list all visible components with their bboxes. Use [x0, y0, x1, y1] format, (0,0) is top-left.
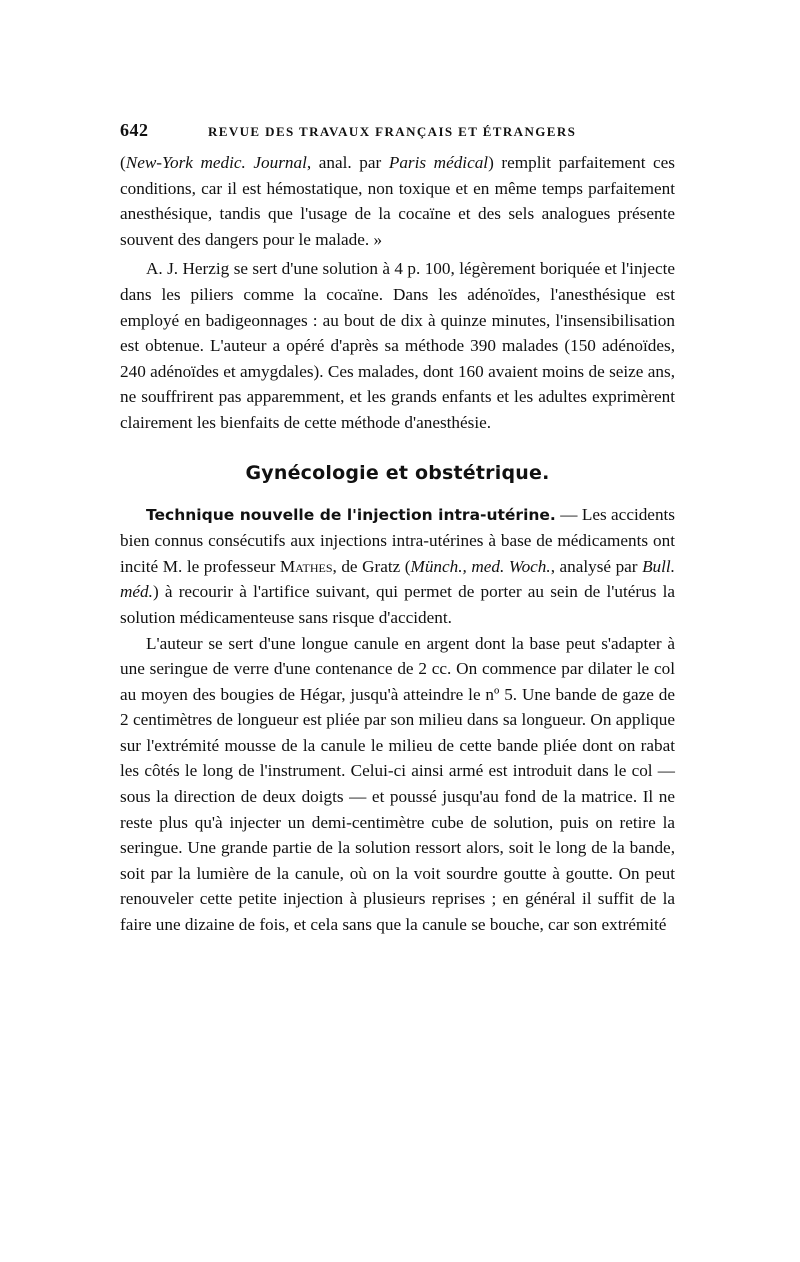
paragraph-technique [120, 502, 675, 631]
paragraph-text: — Les accidents bien connus consécutifs aux injections intra-utérines à base de médicaments ont incité M. le professeur [120, 504, 675, 576]
source-journal: New-York medic. Journal [125, 153, 307, 172]
journal-reference: Münch., med. Woch. [410, 556, 551, 576]
journal-reference: Bull. méd. [120, 556, 676, 602]
paren-open: ( [120, 153, 126, 172]
paragraph-continuation [120, 150, 675, 252]
running-head [120, 120, 675, 146]
paragraph-herzig: A. J. Herzig se sert d'une solution à 4 p. 100, légèrement boriquée et l'injecte dans les piliers comme la cocaïne. Dans les adénoïdes, l'anesthésique est employé en badigeonnages : au bout de dix à quinze minutes, l'insensibilisation est obtenue. L'auteur a opéré d'après sa méthode 390 malades (150 adénoïdes, 240 adénoïdes et amygdales). Ces malades, dont 160 avaient moins de seize ans, ne souffrirent pas apparemment, et les grands enfants et les adultes exprimèrent clairement les bienfaits de cette méthode d'anesthésie. [120, 259, 675, 432]
source-connector: , anal. par [306, 153, 389, 172]
page [120, 120, 675, 938]
page-number: 642 [120, 120, 149, 140]
running-title: REVUE DES TRAVAUX FRANÇAIS ET ÉTRANGERS [208, 124, 577, 139]
section-heading: Gynécologie et obstétrique. [245, 461, 550, 484]
article-title: Technique nouvelle de l'injection intra-utérine. [146, 505, 556, 524]
paragraph-text: ) remplit parfaitement ces conditions, car il est hémostatique, non toxique et en même temps parfaitement anesthésique, tandis que l'usage de la cocaïne et des sels analogues présente souvent des dangers pour le malade. » [120, 153, 675, 249]
author-name: Mathes [279, 556, 333, 576]
source-review: Paris médical [388, 153, 489, 172]
paragraph-text: , de Gratz ( [332, 556, 411, 576]
paragraph-method: L'auteur se sert d'une longue canule en argent dont la base peut s'adapter à une seringue de verre d'une contenance de 2 cc. On commence par dilater le col au moyen des bougies de Hégar, jusqu'à atteindre le nº 5. Une bande de gaze de 2 centimètres de longueur est pliée par son milieu dans sa longueur. On applique sur l'extrémité mousse de la canule le milieu de cette bande pliée dont on rabat les côtés le long de l'instrument. Celui-ci ainsi armé est introduit dans le col — sous la direction de deux doigts — et poussé jusqu'au fond de la matrice. Il ne reste plus qu'à injecter un demi-centimètre cube de solution, puis on retire la seringue. Une grande partie de la solution ressort alors, soit le long de la bande, soit par la lumière de la canule, où on la voit sourdre goutte à goutte. On peut renouveler cette petite injection à plusieurs reprises ; en général il suffit de la faire une dizaine de fois, et cela sans que la canule se bouche, car son extrémité [120, 633, 675, 935]
paragraph-text: ) à recourir à l'artifice suivant, qui permet de porter au sein de l'utérus la solution médicamenteuse sans risque d'accident. [120, 582, 675, 627]
paragraph-text: , analysé par [550, 556, 643, 576]
